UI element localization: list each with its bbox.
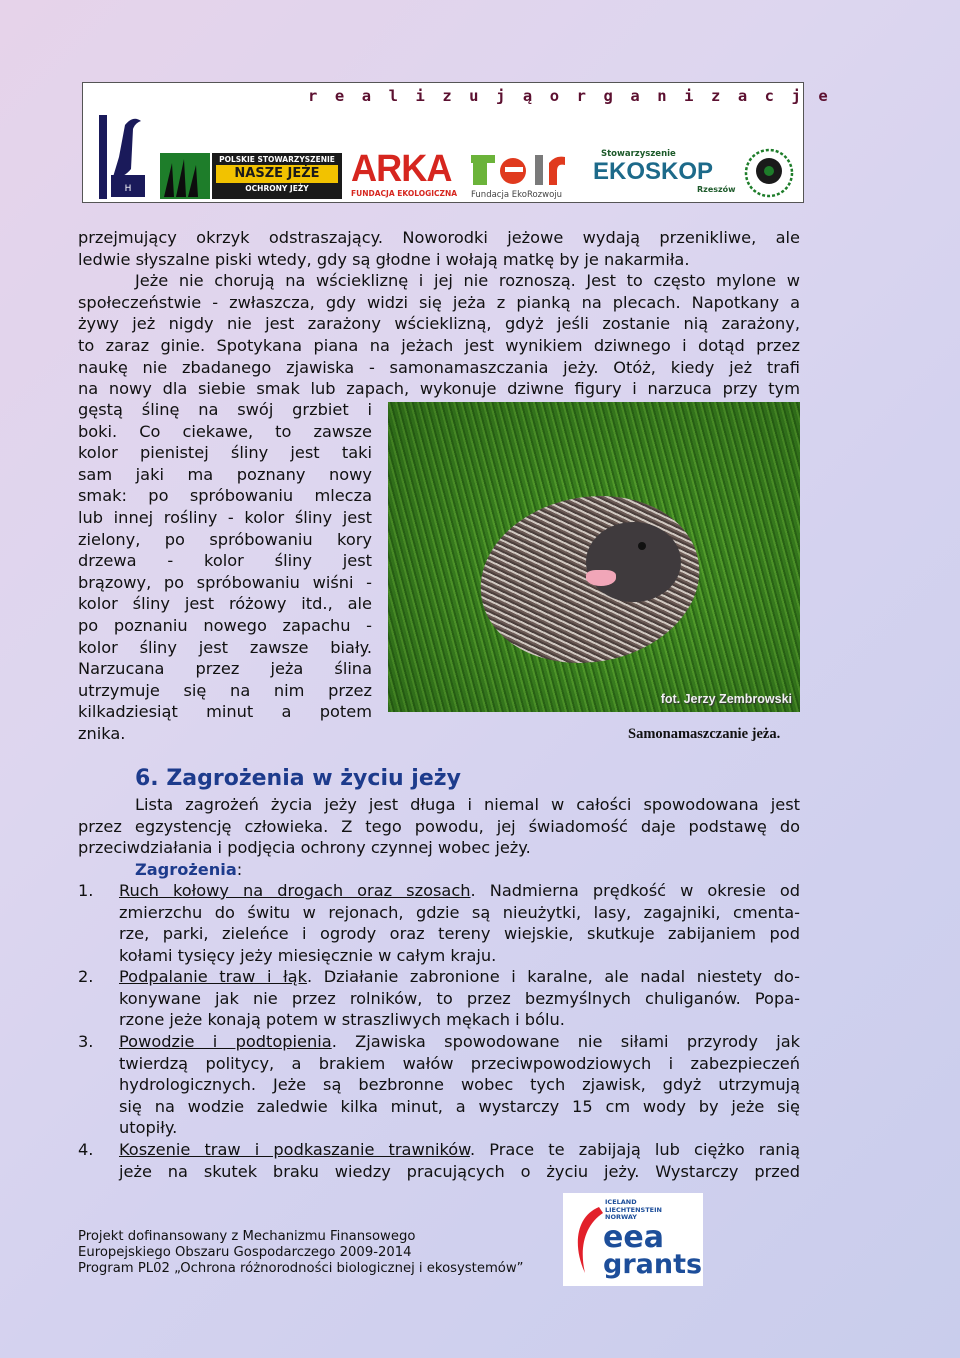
column-line: kolor śliny jest zawsze biały.	[78, 637, 372, 657]
footer-line: Europejskiego Obszaru Gospodarczego 2009-2014	[78, 1245, 412, 1260]
threat-number: 4.	[78, 1140, 94, 1159]
funding-footer	[78, 1229, 524, 1277]
hedgehog-eye	[638, 542, 646, 550]
threat-line: hydrologicznych. Jeże są bezbronne wobec tych zjawisk, gdyż utrzymują	[119, 1075, 800, 1095]
hedgehog-face	[586, 522, 681, 602]
section-intro	[78, 794, 800, 880]
ekoskop-top: Stowarzyszenie	[601, 149, 676, 159]
footer-line: Program PL02 „Ochrona różnorodności biologicznej i ekosystemów”	[78, 1261, 524, 1276]
threat-link-burning[interactable]: Podpalanie traw i łąk	[119, 967, 307, 986]
hedgehog-photo	[388, 402, 800, 712]
fer-sub: Fundacja EkoRozwoju	[471, 190, 563, 200]
column-line: brązowy, po spróbowaniu wiśni -	[78, 572, 372, 592]
column-line: lub innej rośliny - kolor śliny jest	[78, 507, 372, 527]
arka-name: ARKA	[351, 148, 452, 190]
paragraph-line: to zaraz ginie. Spotykana piana na jeżach jest wynikiem dziwnego i dotąd przez	[78, 335, 800, 355]
threat-item	[78, 1139, 800, 1182]
threats-colon: :	[236, 859, 243, 879]
ekoskop-sub: Rzeszów	[697, 185, 736, 194]
eea-country: NORWAY	[605, 1213, 637, 1221]
threat-line: zmierzchu do świtu w rejonach, gdzie są nieużytki, lasy, zagajniki, cmenta-	[119, 902, 800, 922]
polskie-stowarzyszenie-logo	[160, 153, 342, 199]
threat-number: 3.	[78, 1032, 94, 1051]
paragraph-line: na nowy dla siebie smak lub zapach, wykonuje dziwne figury i narzuca przy tym	[78, 379, 800, 399]
column-line: utrzymuje się na nim przez	[78, 680, 372, 700]
column-line: znika.	[78, 723, 126, 743]
logo-line-2: NASZE JEŻE	[216, 165, 338, 183]
eea-country: LIECHTENSTEIN	[605, 1205, 662, 1214]
eea-country: ICELAND	[605, 1198, 637, 1206]
header-title: r e a l i z u j ą o r g a n i z a c j e	[308, 87, 832, 105]
arka-logo	[351, 149, 465, 199]
threats-label: Zagrożenia	[135, 859, 237, 879]
threat-line: konywane jak nie przez rolników, to przez bezmyślnych chuliganów. Popa-	[119, 988, 800, 1008]
column-line: kolor pienistej śliny jest taki	[78, 443, 372, 463]
threat-item	[78, 1031, 800, 1139]
arka-sub: FUNDACJA EKOLOGICZNA	[351, 189, 458, 198]
threat-line: rze, parki, zieleńce i ogrody oraz tereny wiejskie, skutkuje zabijaniem pod	[119, 924, 800, 944]
paragraph-line: przejmujący okrzyk odstraszający. Noworodki jeżowe wydają przenikliwe, ale	[78, 228, 800, 247]
threat-line: utopiły.	[119, 1118, 178, 1138]
column-line: gęstą ślinę na swój grzbiet i	[78, 400, 372, 419]
threat-line: rzone jeże konają potem w straszliwych mękach i bólu.	[119, 1010, 565, 1030]
column-line: sam jaki ma poznany nowy	[78, 464, 372, 484]
threat-line: jeże na skutek braku wiedzy pracujących o życiu jeży. Wystarczy przed	[119, 1161, 800, 1181]
emblem-icon	[743, 147, 795, 199]
section-intro-line: Lista zagrożeń życia jeży jest długa i niemal w całości spowodowana jest	[135, 795, 800, 814]
partners-header	[82, 82, 832, 203]
threat-item	[78, 966, 800, 1031]
column-line: kolor śliny jest różowy itd., ale	[78, 594, 372, 614]
threat-link-floods[interactable]: Powodzie i podtopienia	[119, 1032, 332, 1051]
logo-line-3: OCHRONY JEŻY	[245, 184, 309, 193]
threat-item	[78, 880, 800, 966]
ekoskop-name: EKOSKOP	[593, 158, 714, 185]
footer-line: Projekt dofinansowany z Mechanizmu Finansowego	[78, 1229, 416, 1244]
threat-line	[119, 1031, 800, 1053]
threat-number: 2.	[78, 967, 94, 986]
column-line: drzewa - kolor śliny jest	[78, 551, 372, 571]
hedgehog-mouth	[586, 570, 616, 586]
threat-link-mowing[interactable]: Koszenie traw i podkaszanie trawników	[119, 1140, 470, 1159]
paragraph-line: naukę nie zbadanego zjawiska - samonamaszczania jeży. Otóż, kiedy jeż trafi	[78, 357, 800, 377]
photo-credit: fot. Jerzy Zembrowski	[660, 692, 792, 706]
threat-text: . Prace te zabijają lub ciężko ranią	[469, 1140, 800, 1159]
logo-line-1: POLSKIE STOWARZYSZENIE	[219, 155, 335, 164]
column-line: Narzucana przez jeża ślina	[78, 659, 372, 679]
column-line: boki. Co ciekawe, to zawsze	[78, 421, 372, 441]
threat-line	[119, 880, 800, 902]
threat-line: twierdzą politycy, a brakiem wałów przeciwpowodziowych i zabezpieczeń	[119, 1053, 800, 1073]
section-intro-line: przeciwdziałania i podjęcia ochrony czynnej wobec jeży.	[78, 838, 531, 858]
threat-line	[119, 966, 800, 988]
section-title: 6. Zagrożenia w życiu jeży	[135, 766, 461, 791]
paragraph-line: żywy jeż nigdy nie jest zarażony wścieklizną, gdyż jeśli zostanie nią zarażony,	[78, 314, 800, 334]
section-intro-line: przez egzystencję człowieka. Z tego powodu, jej świadomość daje podstawę do	[78, 816, 800, 836]
paragraph-line: społeczeństwie - zwłaszcza, gdy widzi się jeża z pianką na plecach. Napotkany a	[78, 292, 800, 312]
threat-line	[119, 1139, 800, 1161]
paragraph-line: Jeże nie chorują na wściekliznę i jej nie roznoszą. Jest to często mylone w	[135, 271, 800, 291]
intro-paragraphs	[78, 227, 800, 400]
fer-logo	[471, 149, 589, 199]
threat-text: . Nadmierna prędkość w okresie od	[470, 881, 800, 900]
photo-caption: Samonamaszczanie jeża.	[628, 726, 781, 742]
column-line: zielony, po spróbowaniu kory	[78, 529, 372, 549]
threat-text: . Zjawiska spowodowane nie siłami przyrody jak	[331, 1032, 800, 1051]
threat-line: kołami tysięcy jeży miesięcznie w całym kraju.	[119, 945, 497, 965]
svg-text:H: H	[124, 184, 132, 194]
column-line: kilkadziesiąt minut a potem	[78, 702, 372, 722]
column-line: smak: po spróbowaniu mlecza	[78, 486, 372, 506]
threats-heading	[78, 859, 800, 881]
grants-word: grants	[603, 1249, 703, 1280]
column-line: po poznaniu nowego zapachu -	[78, 615, 372, 635]
threat-line: się na wodzie zaledwie kilka minut, a wystarczy 15 cm wody by jeże się	[119, 1096, 800, 1116]
eea-grants-logo	[563, 1193, 703, 1286]
stork-icon	[97, 105, 153, 201]
threat-text: . Działanie zabronione i karalne, ale nadal niestety do-	[306, 967, 800, 986]
ekoskop-logo	[593, 149, 739, 199]
threat-link-traffic[interactable]: Ruch kołowy na drogach oraz szosach	[119, 881, 471, 900]
paragraph-line: ledwie słyszalne piski wtedy, gdy są głodne i wołają matkę by je nakarmiła.	[78, 249, 690, 269]
column-text	[78, 399, 372, 745]
threat-number: 1.	[78, 881, 94, 900]
eea-swoosh-icon	[569, 1203, 605, 1277]
eea-word: eea	[603, 1220, 664, 1255]
